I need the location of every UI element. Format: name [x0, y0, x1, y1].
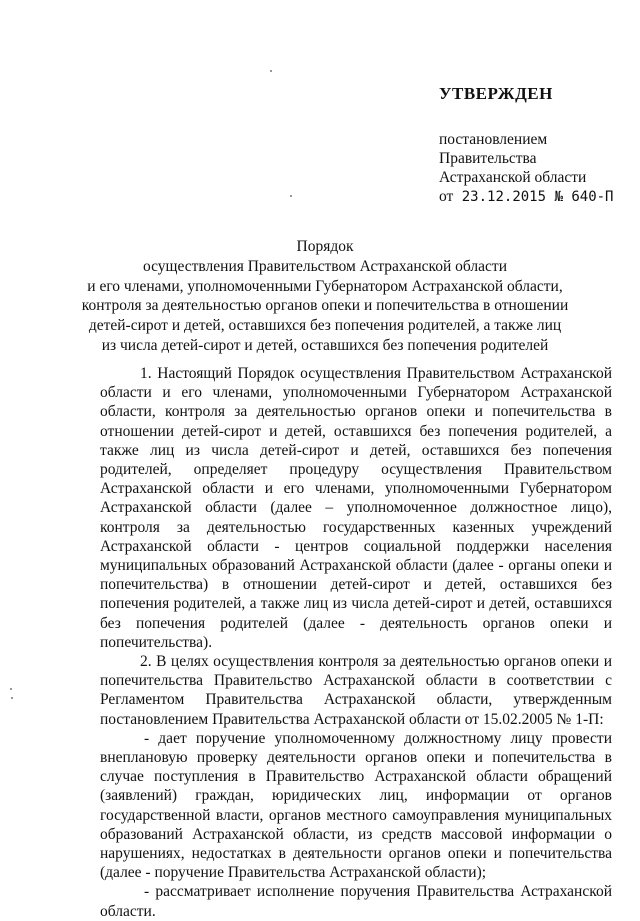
- scan-speck: [270, 70, 272, 72]
- approved-heading: УТВЕРЖДЕН: [439, 84, 553, 103]
- approval-date-line: [439, 187, 619, 207]
- paragraph-2: 2. В целях осуществления контроля за деятельностью органов опеки и попечительства Правительство Астраханской области в соответствии с Регламентом Правительства Астраханской области, утвержденным постановлением Правительства Астраханской области от 15.02.2005 № 1-П:: [100, 653, 612, 728]
- paragraph-1: 1. Настоящий Порядок осуществления Правительством Астраханской области и его членами, уполномоченными Губернатором Астраханской области, контроля за деятельностью органов опеки и попечительства в отношении детей-сирот и детей, оставшихся без попечения родителей, а также лиц из числа детей-сирот и детей, оставшихся без попечения родителей, определяет процедуру осуществления Правительством Астраханской области и его членами, уполномоченными Губернатором Астраханской области (далее – уполномоченное должностное лицо), контроля за деятельностью государственных казенных учреждений Астраханской области - центров социальной поддержки населения муниципальных образований Астраханской области (далее - органы опеки и попечительства) в отношении детей-сирот и детей, оставшихся без попечения родителей, а также лиц из числа детей-сирот и детей, оставшихся без попечения родителей (далее - деятельность органов опеки и попечительства).: [100, 365, 612, 651]
- paragraph-3: - дает поручение уполномоченному должностному лицу провести внеплановую проверку деятельности органов опеки и попечительства в случае поступления в Правительство Астраханской области обращений (заявлений) граждан, юридических лиц, информации от органов государственной власти, органов местного самоуправления муниципальных образований Астраханской области, из средств массовой информации о нарушениях, недостатках в деятельности органов опеки и попечительства (далее - поручение Правительства Астраханской области);: [100, 729, 612, 882]
- approval-line-1: постановлением: [439, 131, 548, 148]
- approval-date-prefix: от: [439, 188, 454, 205]
- scan-speck: [11, 697, 13, 699]
- paragraph-4: - рассматривает исполнение поручения Правительства Астраханской области.: [100, 883, 612, 920]
- title-line-5: детей-сирот и детей, оставшихся без попечения родителей, а также лиц: [88, 317, 562, 335]
- title-line-3: и его членами, уполномоченными Губернатором Астраханской области,: [87, 277, 563, 295]
- scan-speck: [290, 195, 292, 197]
- title-line-2: осуществления Правительством Астраханской области: [143, 257, 507, 275]
- approval-line-2: Правительства: [439, 150, 537, 167]
- title-line-4: контроля за деятельностью органов опеки и попечительства в отношении: [81, 297, 569, 315]
- title-line-6: из числа детей-сирот и детей, оставшихся без попечения родителей: [101, 336, 549, 354]
- approval-date-value: 23.12.2015 № 640-П: [453, 189, 614, 205]
- document-body: [100, 364, 612, 921]
- document-title: [60, 237, 590, 356]
- approval-line-3: Астраханской области: [439, 169, 587, 186]
- scan-speck: [10, 688, 12, 690]
- title-line-1: Порядок: [296, 238, 354, 255]
- approval-stamp: [439, 84, 619, 207]
